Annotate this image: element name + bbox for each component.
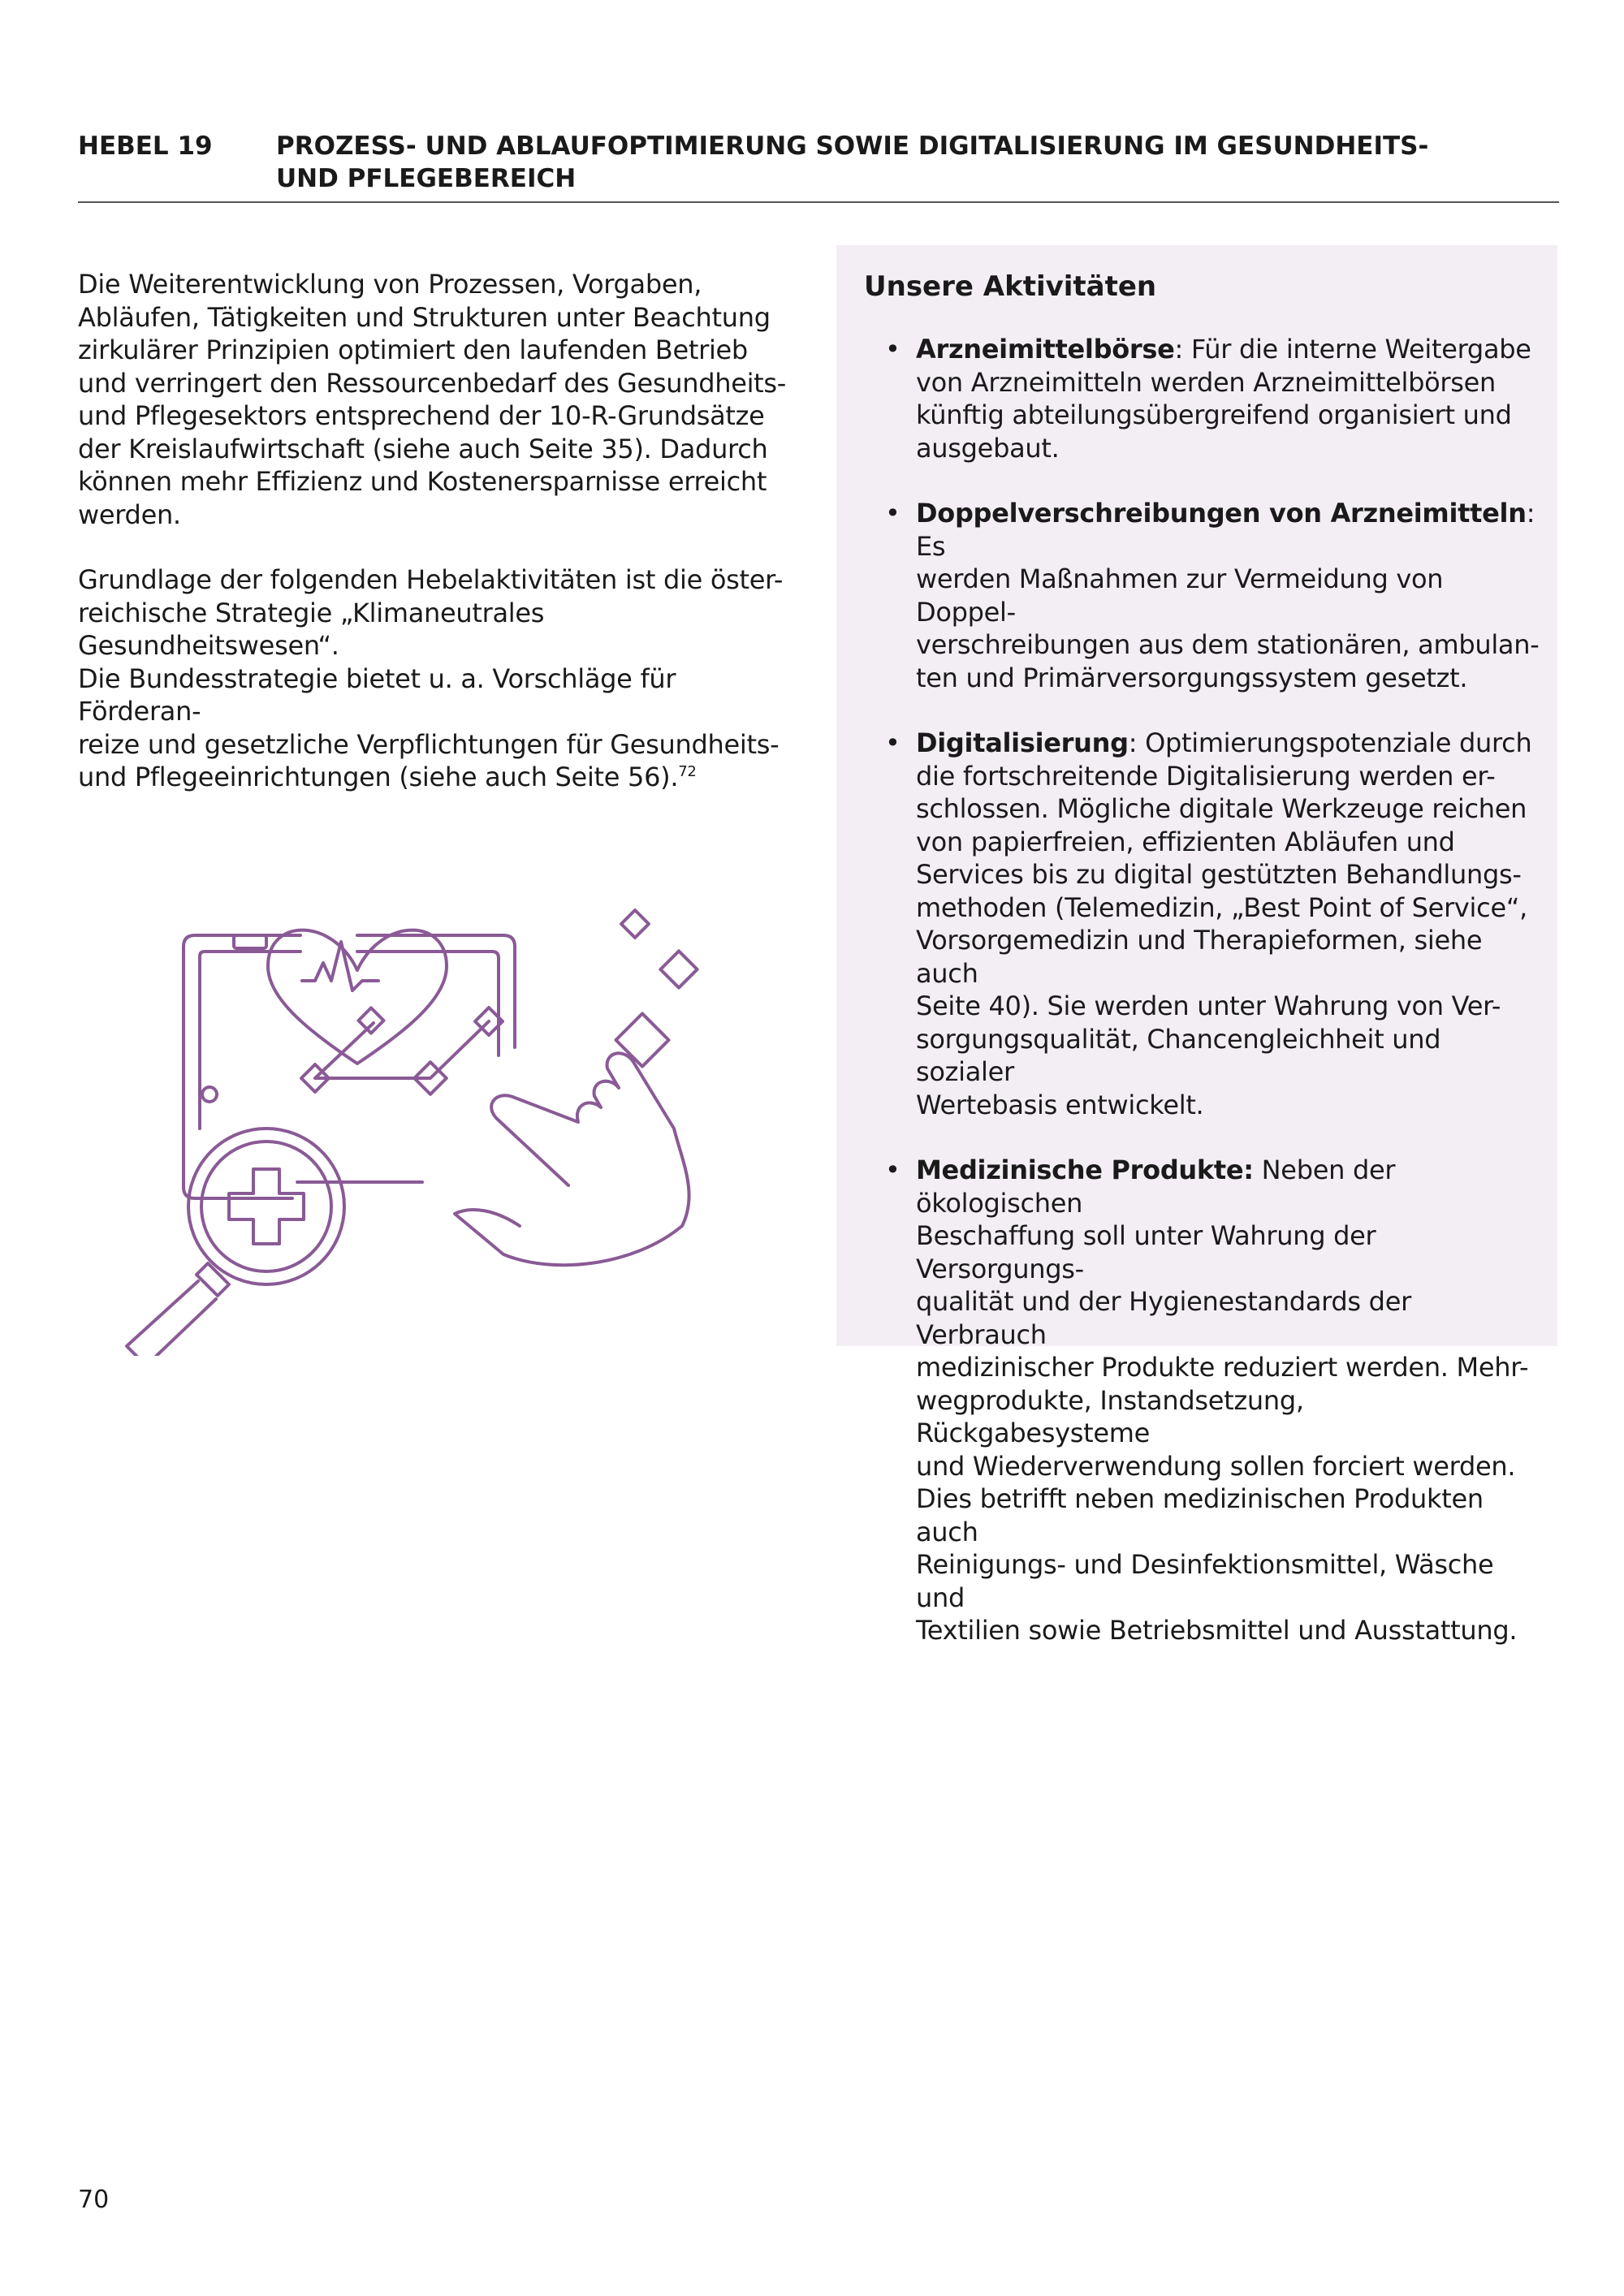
activity-item <box>864 1154 1543 1647</box>
activity-text: Neben der ökologischen Beschaffung soll unter Wahrung der Versorgungs- qualität und der Hygienestandards der Verbrauch medizinischer Produkte reduziert werden. Mehr- wegprodukte, Instandsetzung, Rückgabesysteme und Wiederverwendung sollen forciert werden. Dies betrifft neben medizinischen Produkten auch Reinigungs- und Desinfektionsmittel, Wäsche und Textilien sowie Betriebsmittel und Ausstattung. <box>916 1154 1529 1646</box>
intro-paragraph-2 <box>78 563 793 794</box>
hand-icon <box>455 1053 689 1265</box>
activity-item <box>864 497 1543 694</box>
activities-box <box>836 245 1557 1646</box>
tablet-heart-magnifier-illustration <box>114 885 731 1356</box>
page-header <box>78 130 1559 203</box>
activity-item <box>864 333 1543 464</box>
network-node <box>358 1008 383 1033</box>
hebel-label: HEBEL 19 <box>78 132 213 161</box>
tablet-screen <box>200 952 300 1129</box>
page-number: 70 <box>78 2186 110 2214</box>
activity-text: Für die interne Weitergabe von Arzneimitteln werden Arzneimittelbörsen künftig abteilungsübergreifend organisiert und ausgebaut. <box>916 334 1531 464</box>
magnifier-lens <box>188 1129 344 1284</box>
hebel-title: PROZESS- UND ABLAUFOPTIMIERUNG SOWIE DIGITALISIERUNG IM GESUNDHEITS- UND PFLEGEBEREICH <box>276 132 1429 193</box>
intro-text <box>78 268 793 826</box>
activity-sep: : <box>1128 727 1138 758</box>
bullet: • <box>885 498 901 529</box>
intro-paragraph-1: Die Weiterentwicklung von Prozessen, Vorgaben, Abläufen, Tätigkeiten und Strukturen unter Beachtung zirkulärer Prinzipien optimiert den laufenden Betrieb und verringert den Ressourcenbedarf des Gesundheits- und Pflegesektors entsprechend der 10-R-Grundsätze der Kreislaufwirtschaft (siehe auch Seite 35). Dadurch können mehr Effizienz und Kostenersparnisse erreicht werden. <box>78 269 787 530</box>
bullet: • <box>885 727 901 758</box>
tablet-notch <box>234 935 266 948</box>
footnote-ref[interactable]: 72 <box>678 763 697 780</box>
sparkle <box>621 910 649 938</box>
sparkle <box>615 1013 668 1066</box>
activities-list <box>864 333 1543 1680</box>
intro-paragraph-2-text: Grundlage der folgenden Hebelaktivitäten ist die öster- reichische Strategie „Klimaneutrales Gesundheitswesen“. Die Bundesstrategie bietet u. a. Vorschläge für Förderan- reize und gesetzliche Verpflichtungen für Gesundheits- und Pflegeeinrichtungen (siehe auch Seite 56). <box>78 564 784 792</box>
activity-item <box>864 727 1543 1121</box>
activity-text: Es werden Maßnahmen zur Vermeidung von Doppel- verschreibungen aus dem stationären, ambulan- ten und Primärversorgungssystem gesetzt. <box>916 530 1540 693</box>
activity-term: Doppelverschreibungen von Arzneimitteln <box>916 498 1527 529</box>
activities-title: Unsere Aktivitäten <box>864 270 1157 303</box>
activity-term: Arzneimittelbörse <box>916 334 1175 365</box>
sparkle <box>660 951 697 987</box>
bullet: • <box>885 334 901 365</box>
activity-sep: : <box>1174 334 1184 365</box>
magnifier-handle <box>197 1263 229 1296</box>
pulse-line <box>302 942 378 990</box>
activity-text: Optimierungspotenziale durch die fortschreitende Digitalisierung werden er- schlossen. Mögliche digitale Werkzeuge reichen von papierfreien, effizienten Abläufen und Services bis zu digital gestützten Behandlungs- methoden (Telemedizin, „Best Point of Service“, Vorsorgemedizin und Therapieformen, siehe auch Seite 40). Sie werden unter Wahrung von Ver- sorgungsqualität, Chancengleichheit und sozialer Wertebasis entwickelt. <box>916 727 1532 1120</box>
activity-term: Digitalisierung <box>916 727 1129 758</box>
medical-cross-icon <box>229 1169 304 1244</box>
bullet: • <box>885 1154 901 1185</box>
activity-sep: : <box>1526 498 1535 529</box>
activity-term: Medizinische Produkte: <box>916 1154 1254 1185</box>
tablet-home-button <box>202 1087 217 1102</box>
